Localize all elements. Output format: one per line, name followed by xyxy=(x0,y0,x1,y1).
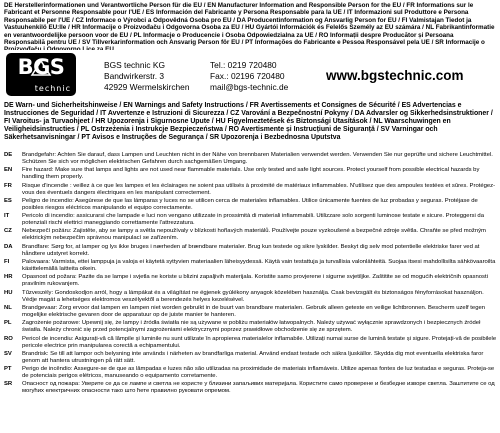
company-email: mail@bgs-technic.de xyxy=(210,82,289,92)
manufacturer-info-header: DE Herstellerinformationen und Verantwortliche Person für die EU / EN Manufacturer Information and Responsible Person for the EU / FR Informations sur le Fabricant et Personne Responsable pour l'UE / ES Información del Fabricante y Persona Responsable para la UE / IT Informazioni sul Produttore e Persona Responsabile per l'UE / CZ Informace o Výrobci a Odpovědná Osoba pro EU / DA Producentinformation og Ansvarlig Person for EU / FI Valmistajan Tiedot ja Vastuuhenkilö EU:lle / HR Informacije o Proizvođaču i Odgovorna Osoba za EU / HU Gyártói Információk és Felelős Személy az EU számára / NL Fabrikantinformatie en verantwoordelijke persoon voor de EU / PL Informacje o Producencie i Osoba Odpowiedzialna za UE / RO Informații despre Producător și Persoana Responsabilă pentru UE / SV Tillverkarinformation och Ansvarig Person för EU / PT Informações do Fabricante e Pessoa Responsável pela UE / SR Informacije o xyxy=(4,2,495,47)
company-phone: Tel.: 0219 720480 xyxy=(210,60,277,70)
language-code: RO xyxy=(4,335,13,342)
language-code: DA xyxy=(4,243,13,250)
section-text: Fire hazard: Make sure that lamps and lights are not used near flammable materials. Use only tested and safe light sources. Protect yourself from possible electrical hazards by handling them properly. xyxy=(22,167,480,181)
logo-text: BGS xyxy=(17,55,65,79)
section-row xyxy=(4,351,498,365)
language-code: SR xyxy=(4,381,13,388)
section-row xyxy=(4,167,498,181)
company-address xyxy=(104,60,190,93)
section-row xyxy=(4,305,498,319)
language-code: FI xyxy=(4,259,10,266)
language-code: DE xyxy=(4,152,13,158)
company-street: Bandwirkerstr. 3 xyxy=(104,71,165,81)
language-code: PT xyxy=(4,366,12,373)
section-text: Опасност од пожара: Уверите се да се лампе и светла не користе у близини запаљивих материјала. Користите само проверене и безбедне изворе светла. Заштитите се од могућих електричних опасности тако што ћете правилно руковати опремом. xyxy=(22,381,495,395)
section-row xyxy=(4,183,498,197)
section-row xyxy=(4,336,498,350)
section-row xyxy=(4,259,498,273)
company-fax: Fax.: 02196 720480 xyxy=(210,71,285,81)
section-row xyxy=(4,198,498,212)
section-row xyxy=(4,244,498,258)
section-text: Brandgevaar: Zorg ervoor dat lampen en lampen niet worden gebruikt in de buurt van brandbare materialen. Gebruik alleen geteste en veilige lichtbronnen. Bescherm uzelf tegen mogelijke elektrische gevaren door de apparatuur op de juiste manier te hanteren. xyxy=(22,304,486,318)
section-text: Brandgefahr: Achten Sie darauf, dass Lampen und Leuchten nicht in der Nähe von brennbaren Materialien verwendet werden. Verwenden Sie nur geprüfte und sichere Leuchtmittel. Schützen Sie sich vor möglichen elektrischen Gefahren durch sachgemäßen Umgang. xyxy=(22,152,493,165)
section-row xyxy=(4,320,498,334)
section-row xyxy=(4,152,498,166)
bgs-logo xyxy=(6,53,76,96)
section-text: Risque d'incendie : veillez à ce que les lampes et les éclairages ne soient pas utilisés à proximité de matériaux inflammables. N'utilisez que des ampoules testées et sûres. Protégez-vous des éventuels dangers électriques en les manipulant correctement. xyxy=(22,182,496,196)
section-text: Opasnost od požara: Pazite da se lampe i svjetla ne koriste u blizini zapaljivih materijala. Koristite samo provjerene i sigurne svjetiljke. Zaštitite se od mogućih električnih opasnosti pravilnim rukovanjem. xyxy=(22,274,488,288)
section-row xyxy=(4,366,498,380)
language-code: HU xyxy=(4,289,13,296)
language-code: FR xyxy=(4,182,12,189)
section-row xyxy=(4,228,498,242)
section-row xyxy=(4,213,498,227)
language-code: CZ xyxy=(4,228,12,235)
language-code: SV xyxy=(4,350,12,357)
section-text: Brandfare: Sørg for, at lamper og lys ikke bruges i nærheden af brændbare materialer. Brug kun testede og sikre lyskilder. Beskyt dig selv mod potentielle elektriske farer ved at håndtere udstyret korrekt. xyxy=(22,243,480,257)
company-contact xyxy=(210,60,288,93)
section-text: Zagrożenie pożarowe: Upewnij się, że lampy i źródła światła nie są używane w pobliżu materiałów łatwopalnych. Należy używać wyłącznie sprawdzonych i bezpiecznych źródeł światła. Należy chronić się przed potencjalnymi zagrożeniami elektrycznymi poprzez prawidłowe obchodzenie się ze sprzętem. xyxy=(22,320,481,334)
company-name: BGS technic KG xyxy=(104,60,165,70)
section-row xyxy=(4,381,498,395)
section-row xyxy=(4,274,498,288)
section-text: Brandrisk: Se till att lampor och belysning inte används i närheten av brandfarliga material. Använd endast testade och säkra ljuskällor. Skydda dig mot eventuella elektriska faror genom att hantera utrustningen på rätt sätt. xyxy=(22,350,484,364)
section-text: Perigo de incêndio: Assegure-se de que as lâmpadas e luzes não são utilizadas na proximidade de materiais inflamáveis. Utilize apenas fontes de luz testadas e seguras. Proteja-se de potenciais perigos elétricos, manuseando o equipamento corretamente. xyxy=(22,366,495,380)
language-code: NL xyxy=(4,304,12,311)
section-text: Peligro de incendio: Asegúrese de que las lámparas y luces no se utilicen cerca de materiales inflamables. Utilice únicamente fuentes de luz probadas y seguras. Protéjase de posibles riesgos eléctricos manipulando el equipo correctamente. xyxy=(22,197,478,211)
language-code: IT xyxy=(4,213,10,220)
logo-subtitle: technic xyxy=(34,84,71,93)
safety-header: DE Warn- und Sicherheitshinweise / EN Warnings and Safety Instructions / FR Avertissements et Consignes de Sécurité / ES Advertencias e Instrucciones de Seguridad / IT Avvertenze e Istruzioni di Sicurezza / CZ Varování a Bezpečnostní Pokyny / DA Advarsler og Sikkerhedsinstruktioner / FI Varoitus- ja Turvaohjeet / HR Upozorenja i Sigurnosne Upute / HU Figyelmeztetések és Biztonsági Utasítások / NL Waarschuwingen en Veiligheidsinstructies / PL Ostrzeżenia i Instrukcje Bezpieczeństwa / RO Avertismente și Instrucțiuni de Siguranță / SV Varningar och Säkerhetsanvisningar / PT Avisos e Instruções de Segurança / SR Upozorenja i Bezbednosna Uputstva xyxy=(4,102,493,142)
company-website[interactable]: www.bgstechnic.com xyxy=(326,68,464,83)
company-city: 42929 Wermelskirchen xyxy=(104,82,190,92)
language-code: EN xyxy=(4,167,13,174)
section-text: Tűzveszély: Gondoskodjon arról, hogy a lámpákat és a világítást ne égjenek gyúlékony anyagok közelében használja. Csak bevizsgált és biztonságos fényforrásokat használjon. Védje magát a lehetséges elektromos veszélyektől a berendezés helyes kezelésével. xyxy=(22,289,484,303)
language-code: HR xyxy=(4,274,13,281)
section-row xyxy=(4,290,498,304)
section-text: Nebezpečí požáru: Zajistěte, aby se lampy a světla nepoužívaly v blízkosti hořlavých materiálů. Používejte pouze vyzkoušené a bezpečné zdroje světla. Chraňte se před možným elektrickým nebezpečím správnou manipulací se zařízením. xyxy=(22,228,486,242)
language-code: ES xyxy=(4,197,12,204)
section-text: Pericol de incendiu: Asigurați-vă că lămpile și luminile nu sunt utilizate în apropierea materialelor inflamabile. Utilizați numai surse de lumină testate și sigure. Protejați-vă de posibilele pericole electrice prin manipularea corectă a echipamentului. xyxy=(22,335,497,349)
safety-sections xyxy=(4,152,498,397)
section-text: Pericolo di incendio: assicurarsi che lampade e luci non vengano utilizzate in prossimità di materiali infiammabili. Utilizzare solo sorgenti luminose testate e sicure. Proteggersi da potenziali rischi elettrici maneggiando correttamente l'attrezzatura. xyxy=(22,213,484,227)
section-text: Palovaara: Varmista, ettei lamppuja ja valoja ei käytetä syttyvien materiaalien läheisyydessä. Käytä vain testattuja ja turvallisia valonlähteitä. Suojaa itsesi mahdollisilta sähkövaaroilta käsittelemällä laitteita oikein. xyxy=(22,259,496,273)
language-code: PL xyxy=(4,320,12,327)
